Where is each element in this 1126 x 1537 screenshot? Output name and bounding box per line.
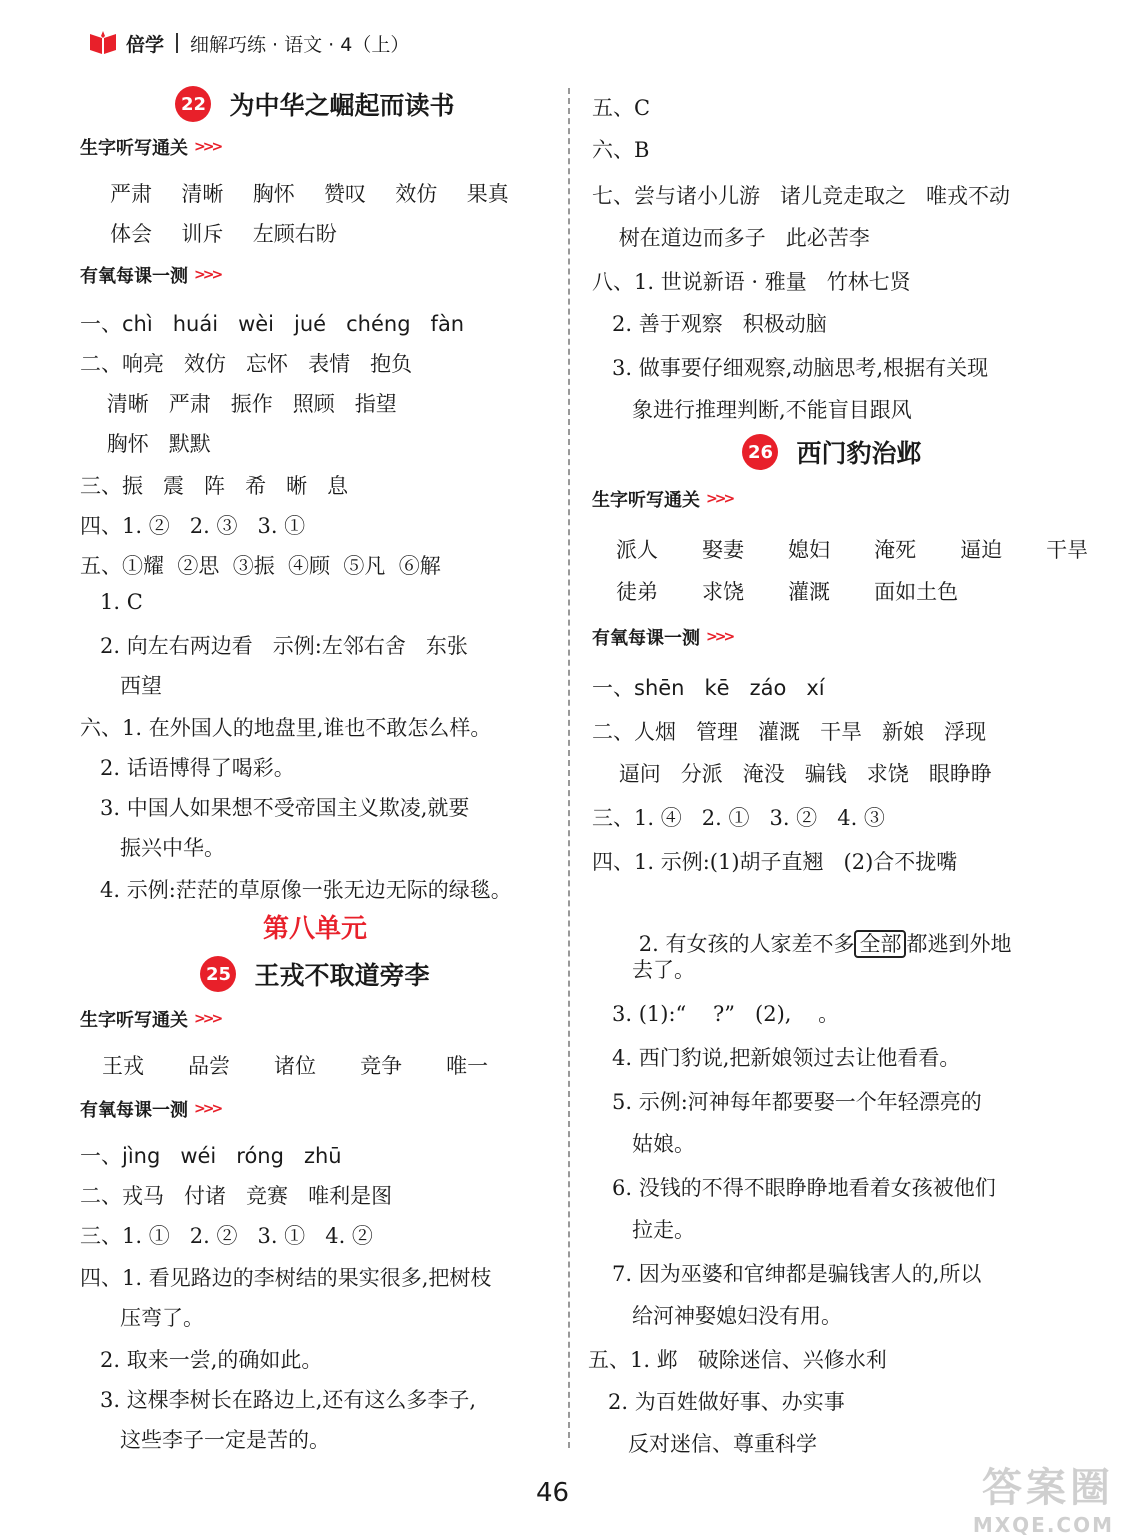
answer-line: 四、1. 示例:(1)胡子直翘 (2)合不拢嘴 — [592, 850, 958, 874]
answer-line: 2. 善于观察 积极动脑 — [592, 312, 827, 336]
column-divider — [568, 88, 570, 1448]
word-list: 严肃 清晰 胸怀 赞叹 效仿 果真 — [110, 182, 509, 206]
answer-line: 三、振 震 阵 希 晰 息 — [80, 474, 349, 498]
word-list: 派人 娶妻 媳妇 淹死 逼迫 干旱 — [616, 538, 1089, 562]
brand-name: 倍学 — [126, 33, 165, 56]
chevrons-icon: >>> — [706, 491, 733, 507]
answer-line: 这些李子一定是苦的。 — [80, 1428, 331, 1452]
answer-line: 2. 话语博得了喝彩。 — [80, 756, 295, 780]
answer-line: 西望 — [80, 674, 163, 698]
dictation-label: 生字听写通关 >>> — [592, 490, 733, 511]
chevrons-icon: >>> — [194, 139, 221, 155]
lesson-number-badge: 22 — [175, 86, 211, 122]
answer-line: 压弯了。 — [80, 1306, 205, 1330]
word-list: 王戎 品尝 诸位 竞争 唯一 — [102, 1054, 489, 1078]
word-list: 体会 训斥 左顾右盼 — [110, 222, 337, 246]
answer-line: 清晰 严肃 振作 照顾 指望 — [80, 392, 397, 416]
boxed-word: 全部 — [854, 930, 906, 958]
answer-line: 一、shēn kē záo xí — [592, 676, 825, 700]
answer-line: 给河神娶媳妇没有用。 — [592, 1304, 843, 1328]
book-logo-icon — [88, 30, 118, 56]
chevrons-icon: >>> — [706, 629, 733, 645]
answer-line: 七、尝与诸小儿游 诸儿竞走取之 唯戎不动 — [592, 184, 1011, 208]
answer-line: 八、1. 世说新语 · 雅量 竹林七贤 — [592, 270, 911, 294]
answer-line: 2. 有女孩的人家差不多 全部 都逃到外地 — [618, 932, 1012, 956]
quiz-label: 有氧每课一测 >>> — [80, 1100, 221, 1121]
word-list: 徒弟 求饶 灌溉 面如土色 — [616, 580, 959, 604]
answer-line: 3. (1):“ ?” (2), 。 — [592, 1002, 840, 1026]
answer-line: 逼问 分派 淹没 骗钱 求饶 眼睁睁 — [592, 762, 992, 786]
lesson-title: 王戎不取道旁李 — [254, 961, 430, 990]
dictation-label: 生字听写通关 >>> — [80, 138, 221, 159]
chevrons-icon: >>> — [194, 267, 221, 283]
answer-line: 振兴中华。 — [80, 836, 226, 860]
answer-line: 3. 做事要仔细观察,动脑思考,根据有关现 — [592, 356, 989, 380]
answer-line: 六、B — [592, 138, 650, 162]
header-divider — [176, 33, 178, 53]
answer-line: 树在道边而多子 此必苦李 — [592, 226, 870, 250]
answer-line: 三、1. ④ 2. ① 3. ② 4. ③ — [592, 806, 885, 830]
answer-line: 3. 这棵李树长在路边上,还有这么多李子, — [80, 1388, 477, 1412]
site-watermark: 答案圈 MXQE.COM — [972, 1465, 1114, 1537]
quiz-label: 有氧每课一测 >>> — [592, 628, 733, 649]
chevrons-icon: >>> — [194, 1011, 221, 1027]
dictation-label: 生字听写通关 >>> — [80, 1010, 221, 1031]
lesson-25-heading — [80, 956, 550, 992]
answer-line: 6. 没钱的不得不眼睁睁地看着女孩被他们 — [592, 1176, 996, 1200]
answer-line: 1. C — [80, 590, 143, 614]
answer-line: 5. 示例:河神每年都要娶一个年轻漂亮的 — [592, 1090, 982, 1114]
answer-line: 去了。 — [592, 958, 696, 982]
answer-line: 五、1. 邺 破除迷信、兴修水利 — [588, 1348, 887, 1372]
answer-line: 四、1. ② 2. ③ 3. ① — [80, 514, 306, 538]
answer-line: 3. 中国人如果想不受帝国主义欺凌,就要 — [80, 796, 470, 820]
answer-line: 一、jìng wéi róng zhū — [80, 1144, 342, 1168]
answer-line: 五、C — [592, 96, 651, 120]
answer-line: 反对迷信、尊重科学 — [588, 1432, 818, 1456]
answer-line: 二、响亮 效仿 忘怀 表情 抱负 — [80, 352, 413, 376]
lesson-number-badge: 26 — [742, 434, 778, 470]
answer-line: 二、戎马 付诸 竞赛 唯利是图 — [80, 1184, 393, 1208]
answer-line: 4. 西门豹说,把新娘领过去让他看看。 — [592, 1046, 961, 1070]
lesson-26-heading — [592, 434, 1072, 470]
answer-line: 姑娘。 — [592, 1132, 696, 1156]
answer-line: 拉走。 — [592, 1218, 696, 1242]
answer-line: 2. 为百姓做好事、办实事 — [588, 1390, 845, 1414]
answer-line: 7. 因为巫婆和官绅都是骗钱害人的,所以 — [592, 1262, 982, 1286]
answer-line: 五、①耀 ②思 ③振 ④顾 ⑤凡 ⑥解 — [80, 554, 441, 578]
answer-line: 四、1. 看见路边的李树结的果实很多,把树枝 — [80, 1266, 492, 1290]
answer-line: 一、chì huái wèi jué chéng fàn — [80, 312, 465, 336]
answer-line: 4. 示例:茫茫的草原像一张无边无际的绿毯。 — [80, 878, 512, 902]
answer-line: 六、1. 在外国人的地盘里,谁也不敢怎么样。 — [80, 716, 492, 740]
page-number: 46 — [536, 1478, 570, 1508]
answer-line: 2. 取来一尝,的确如此。 — [80, 1348, 323, 1372]
answer-line: 二、人烟 管理 灌溉 干旱 新娘 浮现 — [592, 720, 987, 744]
lesson-number-badge: 25 — [200, 956, 236, 992]
unit-8-title: 第八单元 — [262, 914, 367, 944]
answer-line: 三、1. ① 2. ② 3. ① 4. ② — [80, 1224, 373, 1248]
answer-line: 2. 向左右两边看 示例:左邻右舍 东张 — [80, 634, 468, 658]
page-header — [88, 28, 409, 58]
answer-line: 象进行推理判断,不能盲目跟风 — [592, 398, 912, 422]
chevrons-icon: >>> — [194, 1101, 221, 1117]
quiz-label: 有氧每课一测 >>> — [80, 266, 221, 287]
lesson-22-heading — [80, 86, 550, 122]
lesson-title: 西门豹治邺 — [796, 439, 922, 468]
book-title: 细解巧练 · 语文 · 4（上） — [190, 33, 410, 56]
lesson-title: 为中华之崛起而读书 — [229, 91, 455, 120]
answer-line: 胸怀 默默 — [80, 432, 211, 456]
